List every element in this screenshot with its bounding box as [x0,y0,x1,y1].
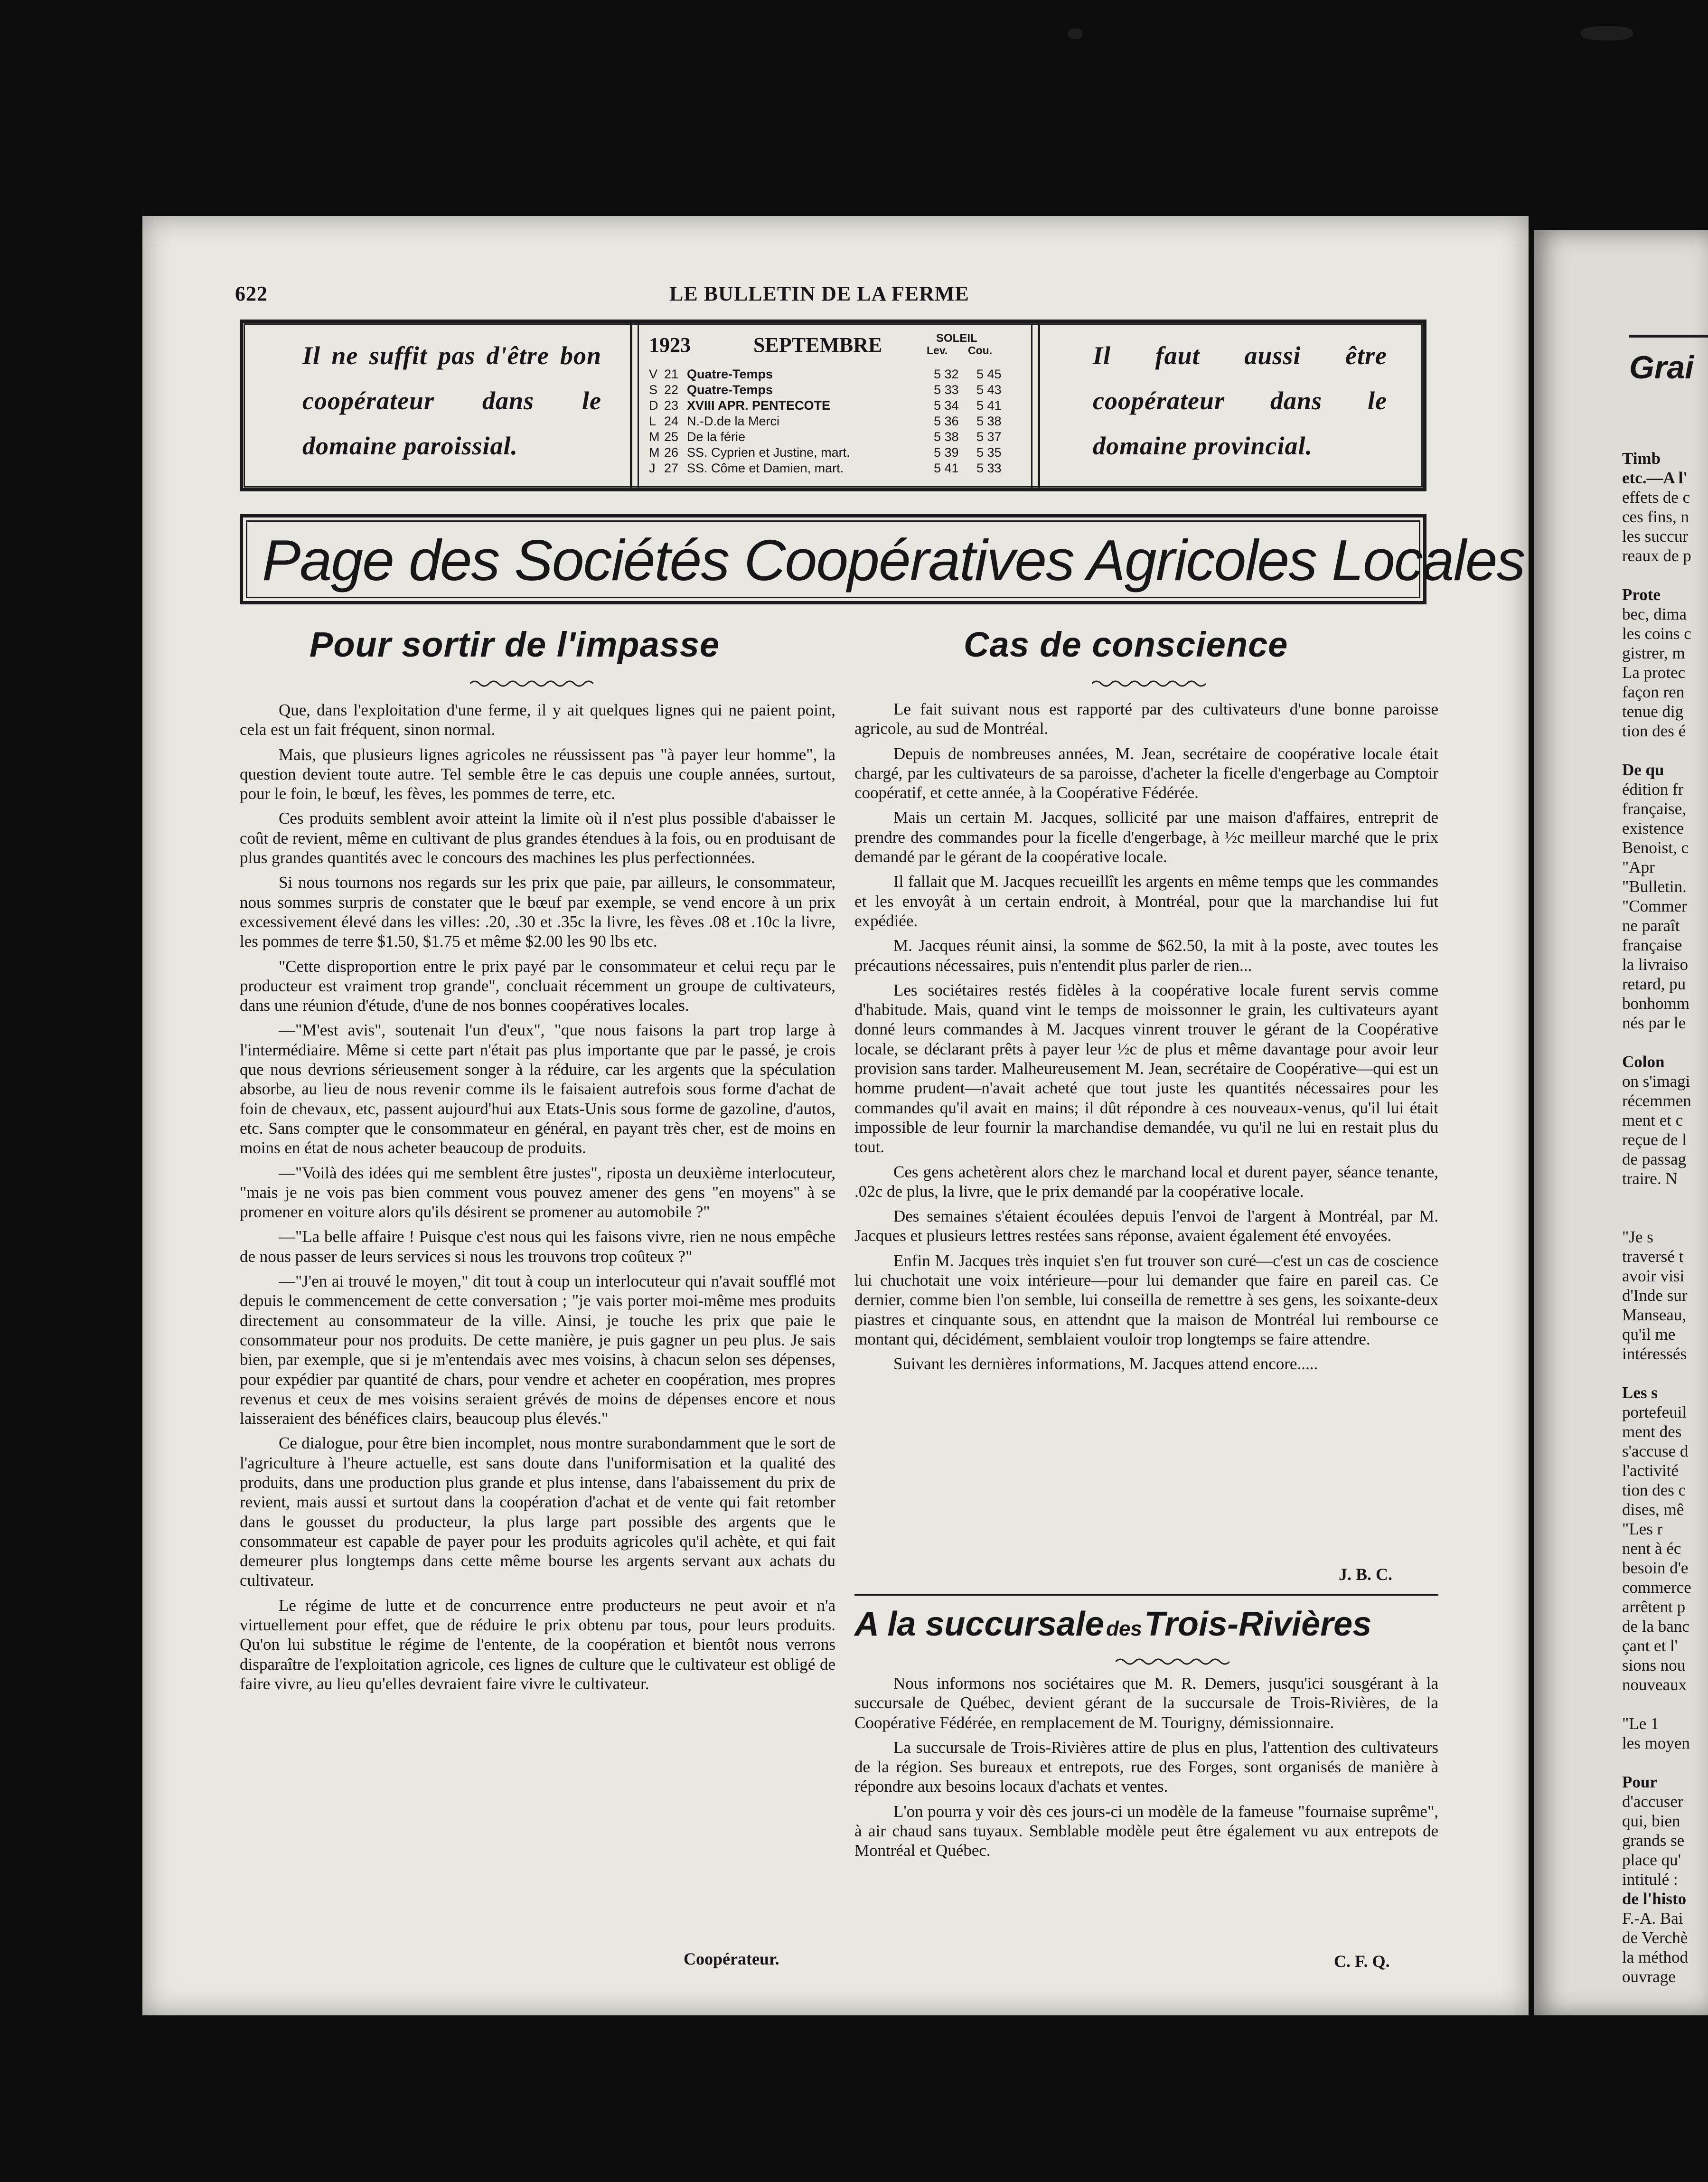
paragraph: Depuis de nombreuses années, M. Jean, secrétaire de coopérative locale était chargé, par les cultivateurs de sa paroisse, d'acheter la ficelle d'engerbage au Comptoir coopératif, et cette année, à la Coopérative Fédérée. [854,744,1438,802]
next-page-line: F.-A. Bai [1622,1909,1683,1928]
title-ornament [1116,1657,1229,1666]
next-page-line: commerce [1622,1578,1691,1597]
next-page-line: Les s [1622,1383,1658,1402]
next-page-line: traire. N [1622,1169,1678,1188]
paragraph: Ces gens achetèrent alors chez le marchand local et durent payer, séance tenante, .02c de plus, la livre, que le prix demandé par la coopérative locale. [854,1162,1438,1201]
next-page-line: les succur [1622,527,1688,546]
next-page-line: Colon [1622,1053,1665,1071]
paragraph: —"M'est avis", soutenait l'un d'eux", "que nous faisons la part trop large à l'intermédiaire. Même si cette part n'était pas plus importante que par le passé, je crois que nous devrions sérieusement songer à la réduire, car les argents que la spéculation absorbe, au lieu de nous revenir comme ils le faisaient autrefois sous forme d'achat de foin de chevaux, etc, passent aujourd'hui aux Etats-Unis sous forme de gazoline, d'autos, etc. Sans compter que le consommateur en général, en payant très cher, est de moins en moins en état de nous acheter beaucoup de produits. [240,1021,835,1157]
next-page-line: ment et c [1622,1111,1683,1129]
calendar-weekday: M [649,430,660,444]
next-page-line: retard, pu [1622,975,1686,993]
calendar-day: 26 [664,445,679,460]
next-page-line: ne paraît [1622,916,1680,935]
next-page-line: qui, bien [1622,1812,1680,1830]
sunset-time: 5 33 [976,461,1002,475]
next-page-line: qu'il me [1622,1325,1676,1344]
next-page-line: intitulé : [1622,1870,1678,1889]
next-page-line: s'accuse d [1622,1442,1689,1460]
signature-jbc: J. B. C. [1339,1565,1393,1584]
next-page-line: l'activité [1622,1461,1679,1480]
page-banner [240,514,1525,604]
next-page-line: existence [1622,819,1684,837]
next-page-line: grands se [1622,1831,1685,1850]
title-ornament [1092,679,1211,688]
succursale-title-part2: des [1106,1617,1142,1640]
next-page-line: reaux de p [1622,546,1691,565]
calendar-day: 22 [664,383,679,397]
next-page-line: reçue de l [1622,1130,1687,1149]
article-title-cas-de-conscience: Cas de conscience [964,625,1288,664]
article-title-impasse: Pour sortir de l'impasse [310,625,720,664]
calendar-row [649,430,1033,445]
sun-calendar [649,330,1029,487]
next-page-line: ouvrage [1622,1967,1676,1986]
article-succursale-body [854,1674,1438,1866]
next-page-line: tion des c [1622,1481,1686,1499]
paragraph: Les sociétaires restés fidèles à la coopérative locale furent servis comme d'habitude. Mais, quand vint le temps de moissonner le grain, les cultivateurs ayant donné leurs commandes à M. Jacques vinrent trouver le gérant de la Coopérative locale, se déclarant prêts à payer leur ½c de plus et même davantage pour avoir leur provision sans tarder. Malheureusement M. Jean, secrétaire de Coopérative—qui est un homme prudent—n'avait acheté que tout juste les quantités nécessaires pour les commandes qu'il avait en mains; il dût répondre à ces nouveaux-venus, qu'il lui était impossible de leur fournir la marchandise demandée, vu qu'il ne lui en restait plus du tout. [854,980,1438,1157]
calendar-row [649,383,1033,398]
next-page-line: ment des [1622,1422,1682,1441]
paragraph: Enfin M. Jacques très inquiet s'en fut trouver son curé—c'est un cas de coscience lui chuchotait une voix intérieure—pour lui demander que faire en pareil cas. Ce dernier, comme bien l'on semble, lui conseilla de remettre à ses gens, les soixante-deux piastres et cinquante sous, en attendnt que la maison de Montréal lui rembourse ce montant qui, décidément, semblaient vouloir trop longtemps se faire attendre. [854,1251,1438,1348]
next-page-line: "Les r [1622,1520,1663,1538]
page-number: 622 [235,282,268,305]
calendar-row [649,398,1033,414]
calendar-row [649,461,1033,477]
next-page-line: "Apr [1622,858,1655,876]
sunrise-time: 5 32 [934,367,959,381]
next-page-line: française, [1622,799,1687,818]
next-page-line: "Je s [1622,1228,1653,1246]
next-page-line: tenue dig [1622,702,1684,721]
article-title-succursale [854,1605,1371,1644]
paragraph: "Cette disproportion entre le prix payé par le consommateur et celui reçu par le producteur est vraiment trop grande", concluait récemment un groupe de cultivateurs, dans une réunion d'étude, d'une de nos bonnes coopératives locales. [240,957,835,1015]
calendar-year: 1923 [649,333,691,357]
sunrise-time: 5 39 [934,445,959,460]
paragraph: Mais, que plusieurs lignes agricoles ne réussissent pas "à payer leur homme", la question devient toute autre. Tel semble être le cas depuis une couple années, surtout, pour le foin, le bœuf, les fèves, les pommes de terre, etc. [240,745,835,803]
lev-label: Lev. [927,344,948,357]
next-page-line: les coins c [1622,624,1691,643]
calendar-day: 21 [664,367,679,381]
next-page-line: place qu' [1622,1851,1681,1869]
next-page-line: dises, mê [1622,1500,1684,1519]
next-page-line: Prote [1622,585,1661,604]
left-motto: Il ne suffit pas d'être bon coopérateur dans le domaine paroissial. [302,341,601,460]
calendar-event: Quatre-Temps [687,383,773,397]
calendar-weekday: D [649,398,658,413]
next-page-line: de passag [1622,1150,1687,1168]
calendar-event: SS. Cyprien et Justine, mart. [687,445,850,460]
sunrise-time: 5 33 [934,383,959,397]
calendar-row [649,414,1033,430]
next-page-line: Pour [1622,1773,1657,1791]
paragraph: Suivant les dernières informations, M. Jacques attend encore..... [893,1354,1318,1373]
next-page-line: gistrer, m [1622,644,1685,662]
next-page-line: édition fr [1622,780,1684,799]
next-page-line: sions nou [1622,1656,1686,1674]
next-page-line: "Bulletin. [1622,877,1687,896]
next-page-fragment [1534,230,1708,2015]
paragraph: Il fallait que M. Jacques recueillît les argents en même temps que les commandes et les envoyât à un certain endroit, à Montréal, pour que la marchandise lui fut expédiée. [854,872,1438,930]
calendar-weekday: V [649,367,658,381]
title-ornament [470,679,593,688]
sunset-time: 5 43 [976,383,1002,397]
signature-cooperateur: Coopérateur. [684,1949,779,1968]
next-page-line: çant et l' [1622,1636,1678,1655]
signature-cfq: C. F. Q. [1334,1952,1390,1971]
paragraph: Nous informons nos sociétaires que M. R. Demers, jusqu'ici sousgérant à la succursale de Québec, devient gérant de la succursale de Trois-Rivières, de la Coopérative Fédérée, en remplacement de M. Tourigny, démissionnaire. [854,1674,1438,1732]
paragraph: Ces produits semblent avoir atteint la limite où il n'est plus possible d'abaisser le coût de revient, même en cultivant de plus grandes étendues à la fois, ou en produisant de plus grandes quantités avec le concours des machines les plus perfectionnées. [240,809,835,867]
paragraph: —"Voilà des idées qui me semblent être justes", riposta un deuxième interlocuteur, "mais je ne vois pas bien comment vous pouvez amener des gens "en moyens" à se promener en voiture alors qu'ils désirent se promener au automobile ?" [240,1163,835,1222]
calendar-month: SEPTEMBRE [753,333,882,357]
calendar-weekday: L [649,414,657,428]
next-page-line: intéressés [1622,1345,1687,1363]
calendar-day: 27 [664,461,679,475]
section-divider [854,1594,1438,1596]
next-page-line: les moyen [1622,1734,1690,1752]
next-page-line: avoir visi [1622,1267,1685,1285]
paragraph: Le régime de lutte et de concurrence entre producteurs ne peut avoir et n'a virtuellement pour effet, que de réduire le prix obtenu par tous, pour leurs produits. Qu'on lui substitue le régime de l'entente, de la coopération et bientôt nous verrons disparaître de l'exploitation agricole, ces lignes de culture que le cultivateur est obligé de faire vivre, au lieu qu'elles devraient faire vivre le cultivateur. [240,1596,835,1693]
next-page-title: Grai [1629,349,1694,386]
next-page-line: Timb [1622,449,1661,468]
calendar-day: 23 [664,398,679,413]
banner-title: Page des Sociétés Coopératives Agricoles Locales [262,528,1525,593]
next-page-line: "Commer [1622,897,1687,915]
succursale-title-part3: Trois-Rivières [1144,1605,1372,1643]
next-page-line: d'accuser [1622,1792,1683,1811]
next-page-line: Benoist, c [1622,838,1689,857]
next-page-line: bec, dima [1622,605,1687,623]
sunset-time: 5 38 [976,414,1002,428]
soleil-label: SOLEIL [936,332,977,345]
paragraph: L'on pourra y voir dès ces jours-ci un modèle de la fameuse "fournaise suprême", à air chaud sans tuyaux. Semblable modèle peut être également vu aux entrepots de Montréal et Québec. [854,1802,1438,1860]
next-page-line: de la banc [1622,1617,1689,1636]
article-impasse-body [240,700,835,1699]
next-page-line: etc.—A l' [1622,469,1688,487]
next-page-line: la méthod [1622,1948,1688,1966]
sunset-time: 5 37 [976,430,1002,444]
paragraph: Mais un certain M. Jacques, sollicité par une maison d'affaires, entreprit de prendre des commandes pour la ficelle d'engerbage, à ½c meilleur marché que le prix demandé par le gérant de la coopérative locale. [854,808,1438,866]
calendar-day: 25 [664,430,679,444]
scan-speck [1581,26,1633,40]
paragraph: Le fait suivant nous est rapporté par des cultivateurs d'une bonne paroisse agricole, au sud de Montréal. [854,700,1438,738]
sunrise-time: 5 36 [934,414,959,428]
sunset-time: 5 41 [976,398,1002,413]
sunrise-time: 5 34 [934,398,959,413]
paragraph: La succursale de Trois-Rivières attire de plus en plus, l'attention des cultivateurs de la région. Ses bureaux et entrepots, rue des Forges, sont organisés de manière à répondre aux besoins locaux d'achats et ventes. [854,1738,1438,1796]
paragraph: M. Jacques réunit ainsi, la somme de $62.50, la mit à la poste, avec toutes les précautions nécessaires, puis n'entendit plus parler de rien... [854,936,1438,975]
sunrise-time: 5 41 [934,461,959,475]
next-page-line: bonhomm [1622,994,1689,1013]
right-motto: Il faut aussi être coopérateur dans le domaine provincial. [1093,341,1387,460]
next-page-line: ces fins, n [1622,508,1689,526]
next-page-line: besoin d'e [1622,1559,1689,1577]
next-page-line: on s'imagi [1622,1072,1690,1091]
next-page-line: nouveaux [1622,1675,1687,1694]
next-page-line: Manseau, [1622,1306,1687,1324]
next-page-line: De qu [1622,761,1664,779]
paragraph: —"La belle affaire ! Puisque c'est nous qui les faisons vivre, rien ne nous empêche de nous passer de leurs services si nous les trouvons trop coûteux ?" [240,1227,835,1266]
paragraph: Si nous tournons nos regards sur les prix que paie, par ailleurs, le consommateur, nous sommes surpris de constater que le bœuf par exemple, se vend encore à un prix excessivement élevé dans les villes: .20, .30 et .35c la livre, les fèves .08 et .10c la livre, les pommes de terre $1.50, $1.75 et même $2.00 les 90 lbs etc. [240,873,835,951]
article-cas-body [854,699,1438,1379]
next-page-line: de l'histo [1622,1890,1687,1908]
next-page-line: "Le 1 [1622,1714,1659,1733]
calendar-event: SS. Côme et Damien, mart. [687,461,844,475]
next-page-line: d'Inde sur [1622,1286,1688,1305]
newspaper-page [142,216,1529,2015]
next-page-line: portefeuil [1622,1403,1687,1421]
paragraph: Ce dialogue, pour être bien incomplet, nous montre surabondamment que le sort de l'agriculture à l'heure actuelle, est sans doute dans l'uniformisation et la qualité des produits, dans une production plus grande et plus intense, dans l'abaissement du prix de revient, mais aussi et surtout dans la coopération d'achat et de vente qui fait retomber dans le gousset du producteur, la plus large part possible des argents que le consommateur est capable de payer pour les produits agricoles qu'il achète, et qui fait demeurer plus longtemps dans cette même bourse les argents servant aux achats du cultivateur. [240,1434,835,1590]
next-page-line: façon ren [1622,683,1685,701]
journal-title: LE BULLETIN DE LA FERME [669,282,969,305]
calendar-row [649,445,1033,461]
next-page-line: La protec [1622,663,1686,682]
next-page-line: tion des é [1622,722,1686,740]
calendar-event: De la férie [687,430,746,444]
calendar-box [240,320,1426,491]
next-page-line: la livraiso [1622,955,1688,974]
next-page-line: récemmen [1622,1091,1691,1110]
cou-label: Cou. [968,344,993,357]
next-page-line: arrêtent p [1622,1598,1686,1616]
next-page-line: française [1622,936,1682,954]
calendar-day: 24 [664,414,679,428]
next-page-line: de Verchè [1622,1928,1688,1947]
next-page-line: effets de c [1622,488,1690,507]
scan-speck [1068,28,1082,39]
calendar-row [649,367,1033,383]
succursale-title-part1: A la succursale [854,1605,1104,1643]
next-page-line: nés par le [1622,1014,1686,1032]
calendar-weekday: M [649,445,660,460]
sunset-time: 5 45 [976,367,1002,381]
paragraph: Des semaines s'étaient écoulées depuis l'envoi de l'argent à Montréal, par M. Jacques et plusieurs lettres restées sans réponse, avaient également été envoyées. [854,1207,1438,1245]
next-page-line: traversé t [1622,1247,1684,1266]
calendar-event: Quatre-Temps [687,367,773,381]
sunrise-time: 5 38 [934,430,959,444]
paragraph: Que, dans l'exploitation d'une ferme, il y ait quelques lignes qui ne paient point, cela est un fait fréquent, sinon normal. [240,701,835,739]
next-page-line: nent à éc [1622,1539,1681,1558]
calendar-weekday: J [649,461,656,475]
calendar-event: XVIII APR. PENTECOTE [687,398,831,413]
sunset-time: 5 35 [976,445,1002,460]
calendar-weekday: S [649,383,658,397]
paragraph: —"J'en ai trouvé le moyen," dit tout à coup un interlocuteur qui n'avait soufflé mot depuis le commencement de cette conversation ; "je vais porter moi-même mes produits directement au consommateur de la ville. Ainsi, je touche les prix que paie le consommateur pour nos produits. De cette manière, je puis gagner un peu plus. Je sais bien, par exemple, que si je m'entendais avec mes voisins, à chacun selon ses dépenses, pour expédier par quantité de chars, pour vendre et acheter en coopération, mes propres revenus et ceux de mes voisins seraient grévés de moins de dépenses encore et nous laisseraient des bénéfices clairs, beaucoup plus élevés." [240,1272,835,1428]
calendar-event: N.-D.de la Merci [687,414,780,428]
